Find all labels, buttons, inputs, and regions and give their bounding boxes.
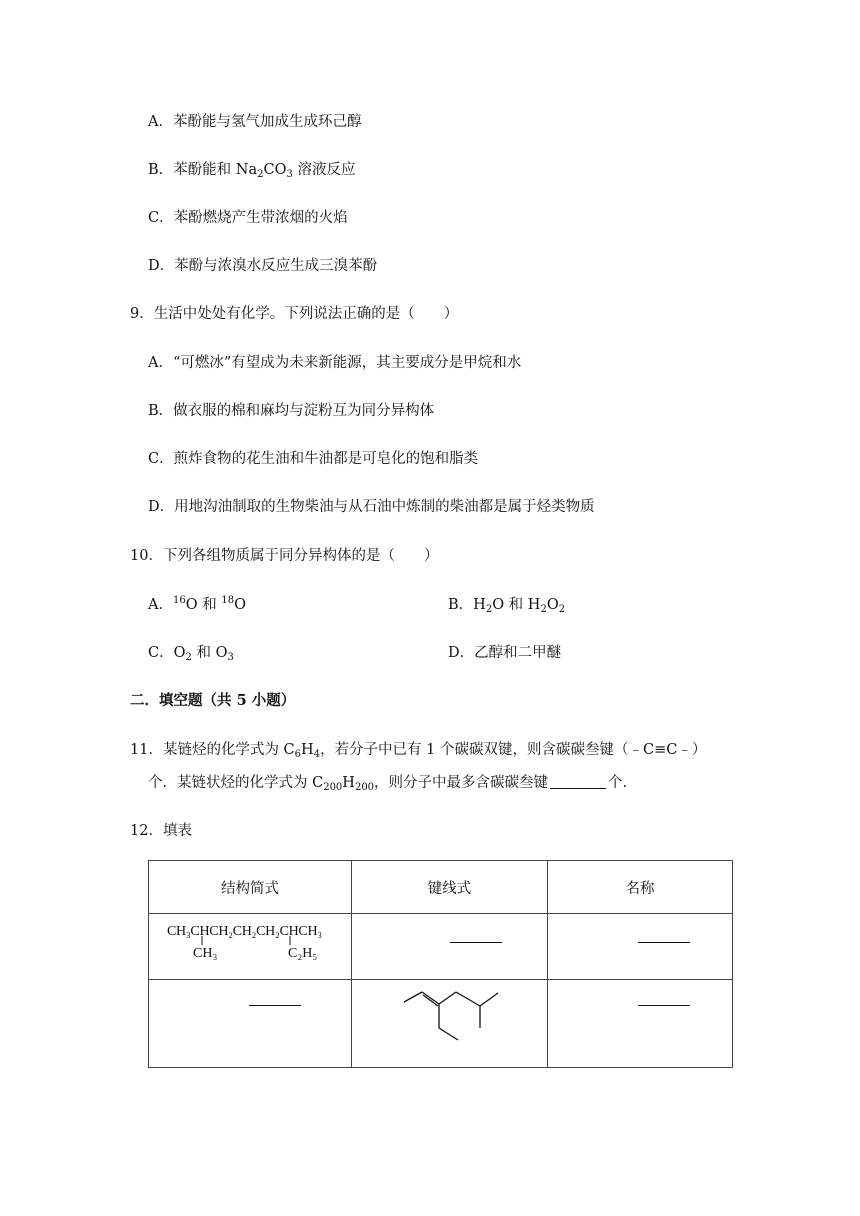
q9-option-d: D．用地沟油制取的生物柴油与从石油中炼制的柴油都是属于烃类物质 [148, 499, 595, 515]
q10-option-d: D．乙醇和二甲醚 [448, 645, 562, 661]
header-skeletal: 键线式 [352, 861, 548, 914]
section-heading: 二．填空题（共 5 小题） [130, 692, 296, 709]
answer-blank[interactable] [550, 774, 606, 789]
branch-methyl: CH₃ [193, 946, 218, 961]
q10-option-a: A．$^{16}$O 和 $^{18}$O [148, 595, 246, 613]
q11-line2: 个．某链状烃的化学式为 $C_{200}H_{200}$，则分子中最多含碳碳叁键 个. [148, 775, 628, 793]
row1-skeletal-cell[interactable] [352, 914, 548, 980]
q8-option-a: A．苯酚能与氢气加成生成环己醇 [148, 114, 362, 130]
answer-blank[interactable] [638, 942, 690, 943]
branch-bonds [149, 914, 351, 979]
q9-option-a: A．“可燃冰”有望成为未来新能源，其主要成分是甲烷和水 [148, 355, 522, 371]
header-name: 名称 [548, 861, 733, 914]
branch-ethyl: C₂H₅ [288, 946, 318, 961]
q8-option-b: B．苯酚能和 $Na_2CO_3$ 溶液反应 [148, 162, 356, 180]
row2-skeletal-cell [352, 980, 548, 1068]
row2-name-cell[interactable] [548, 980, 733, 1068]
q10-option-c: C．$O_2$ 和 $O_3$ [148, 645, 234, 663]
row1-structure-cell [149, 914, 352, 980]
condensed-formula: CH₃CHCH₂CH₂CH₂CHCH₃ [167, 924, 322, 939]
answer-blank[interactable] [638, 1005, 690, 1006]
q9-option-b: B．做衣服的棉和麻均与淀粉互为同分异构体 [148, 403, 435, 419]
answer-blank[interactable] [450, 942, 502, 943]
q8-option-d: D．苯酚与浓溴水反应生成三溴苯酚 [148, 258, 378, 274]
q9-stem: 9．生活中处处有化学。下列说法正确的是（ ） [130, 306, 459, 322]
answer-blank[interactable] [249, 1005, 301, 1006]
header-structure: 结构简式 [149, 861, 352, 914]
q11-line1: 11．某链烃的化学式为 $C_6H_4$，若分子中已有 1 个碳碳双键，则含碳碳叁键（﹣C≡C﹣） [130, 742, 707, 760]
row2-structure-cell[interactable] [149, 980, 352, 1068]
row1-name-cell[interactable] [548, 914, 733, 980]
q10-stem: 10．下列各组物质属于同分异构体的是（ ） [130, 548, 439, 564]
fill-table [148, 860, 733, 1068]
q12-stem: 12．填表 [130, 823, 192, 839]
q8-option-c: C．苯酚燃烧产生带浓烟的火焰 [148, 210, 348, 226]
q9-option-c: C．煎炸食物的花生油和牛油都是可皂化的饱和脂类 [148, 451, 479, 467]
q10-option-b: B．$H_2O$ 和 $H_2O_2$ [448, 597, 566, 615]
skeletal-formula [352, 980, 547, 1067]
